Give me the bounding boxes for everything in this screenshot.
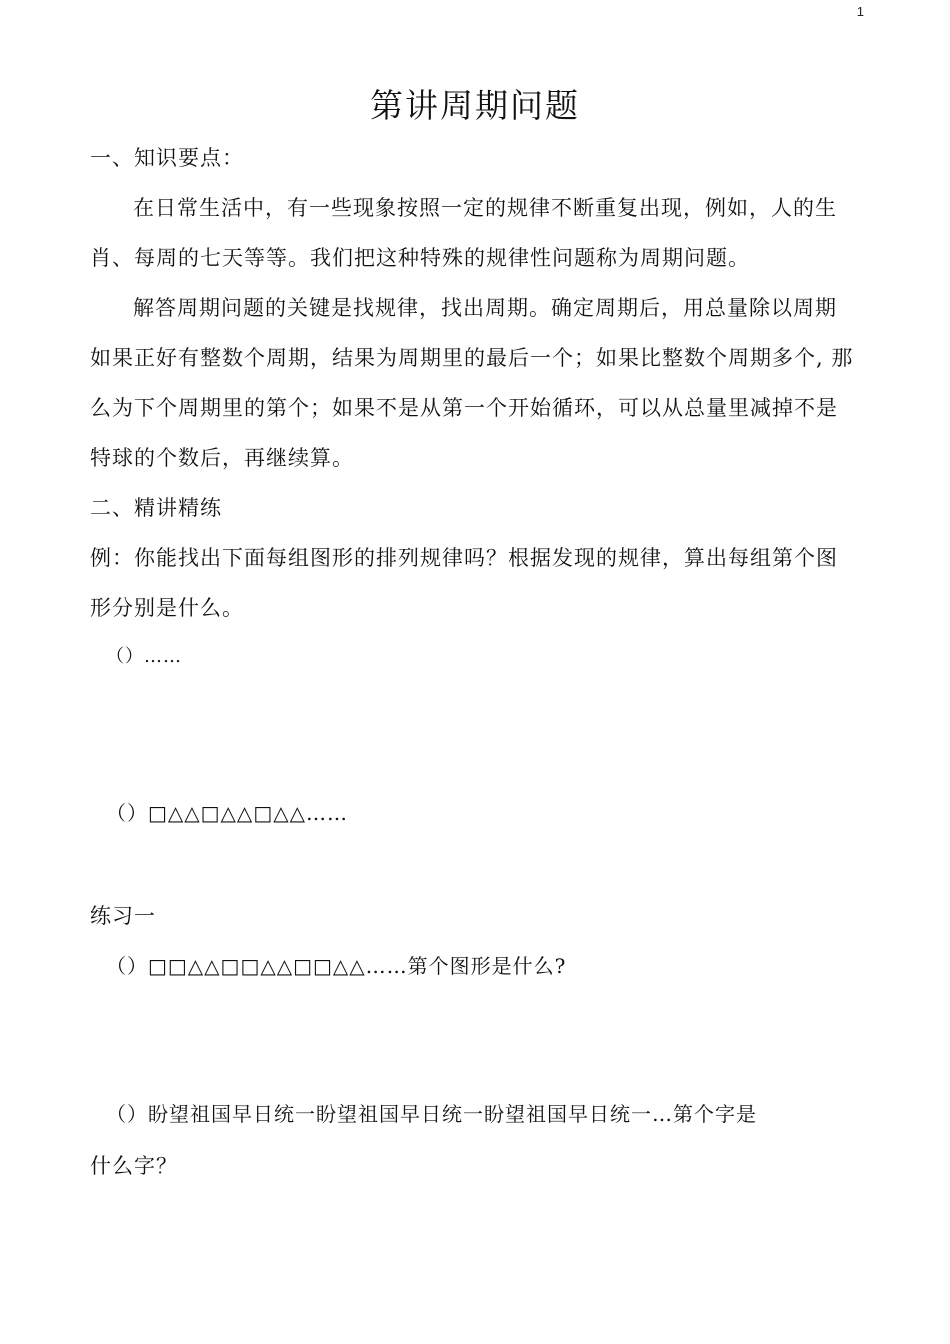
paragraph-method-line-1: 解答周期问题的关键是找规律，找出周期。确定周期后，用总量除以周期: [133, 296, 837, 320]
paragraph-method-line-3: 么为下个周期里的第个；如果不是从第一个开始循环，可以从总量里减掉不是: [90, 396, 838, 420]
example-question-line-2: 形分别是什么。: [90, 596, 244, 620]
paragraph-intro-line-2: 肖、每周的七天等等。我们把这种特殊的规律性问题称为周期问题。: [90, 246, 750, 270]
example-question-line-1: 例：你能找出下面每组图形的排列规律吗？根据发现的规律，算出每组第个图: [90, 546, 838, 570]
example-item-2: （）□△△□△△□△△……: [106, 801, 348, 825]
practice-heading: 练习一: [90, 904, 156, 928]
practice-item-1: （）□□△△□□△△□□△△……第个图形是什么?: [106, 954, 567, 978]
page-title: 第讲周期问题: [370, 86, 580, 125]
paragraph-method-line-4: 特球的个数后，再继续算。: [90, 446, 354, 470]
section-heading-practice: 二、精讲精练: [90, 496, 222, 520]
paragraph-intro-line-1: 在日常生活中，有一些现象按照一定的规律不断重复出现，例如，人的生: [133, 196, 837, 220]
paragraph-method-line-2: 如果正好有整数个周期，结果为周期里的最后一个；如果比整数个周期多个, 那: [90, 346, 854, 370]
practice-item-2-line-1: （）盼望祖国早日统一盼望祖国早日统一盼望祖国早日统一…第个字是: [106, 1102, 757, 1126]
page-number: 1: [856, 4, 864, 19]
section-heading-knowledge: 一、知识要点：: [90, 146, 244, 170]
example-item-1: （）……: [106, 646, 182, 667]
practice-item-2-line-2: 什么字？: [90, 1154, 178, 1178]
